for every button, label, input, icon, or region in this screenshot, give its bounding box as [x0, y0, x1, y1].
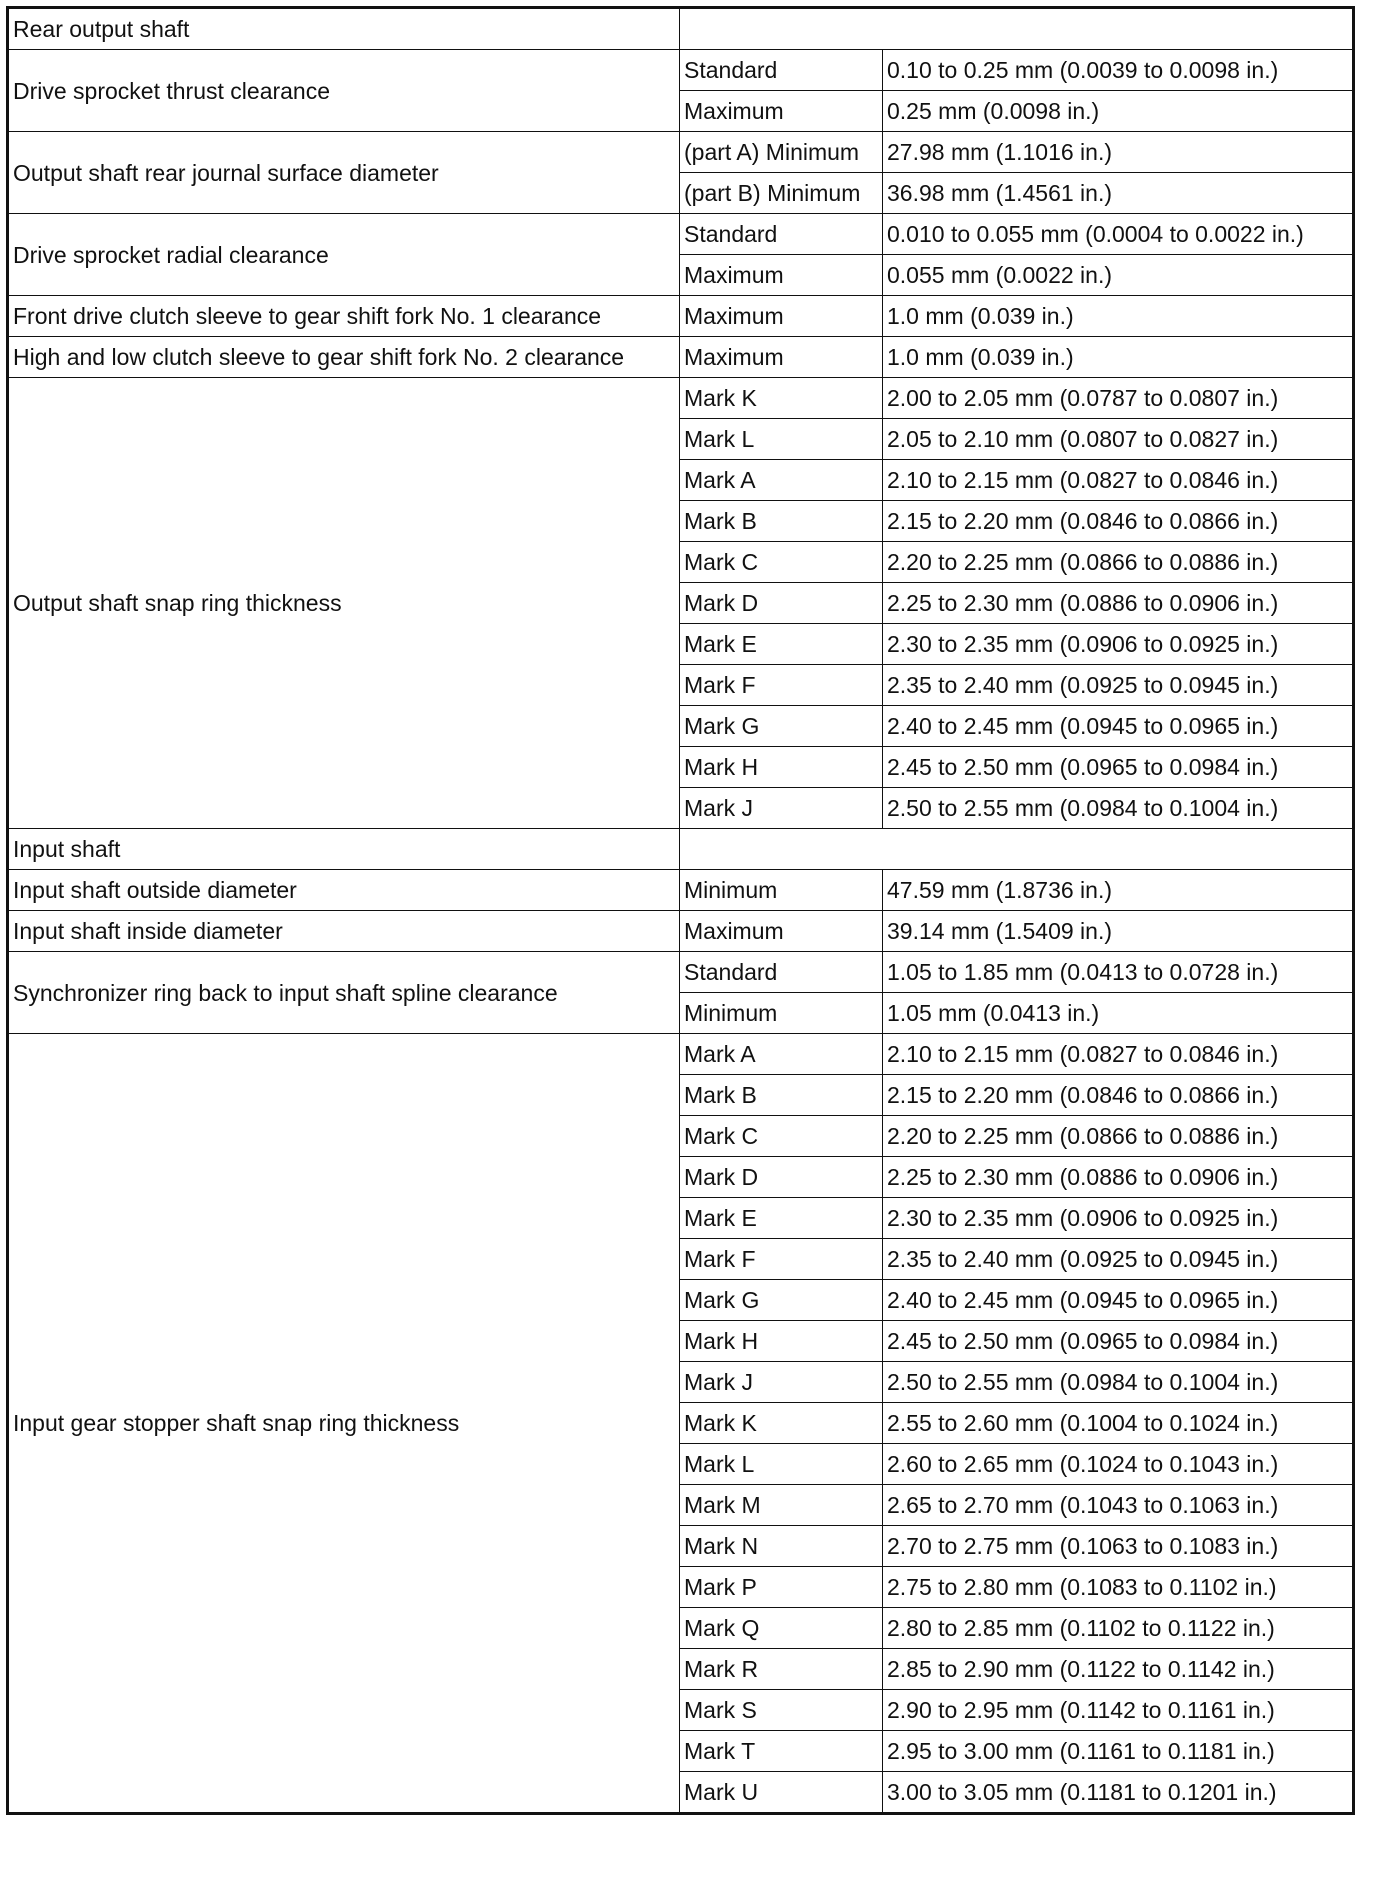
- spec-value: 2.45 to 2.50 mm (0.0965 to 0.0984 in.): [883, 747, 1354, 788]
- section-header-empty-cell: [680, 829, 1354, 870]
- spec-condition: Mark H: [680, 747, 883, 788]
- table-row: [8, 214, 1354, 255]
- spec-condition: Mark N: [680, 1526, 883, 1567]
- spec-value: 2.00 to 2.05 mm (0.0787 to 0.0807 in.): [883, 378, 1354, 419]
- spec-value: 2.90 to 2.95 mm (0.1142 to 0.1161 in.): [883, 1690, 1354, 1731]
- spec-value: 2.70 to 2.75 mm (0.1063 to 0.1083 in.): [883, 1526, 1354, 1567]
- spec-value: 2.10 to 2.15 mm (0.0827 to 0.0846 in.): [883, 460, 1354, 501]
- spec-value: 2.85 to 2.90 mm (0.1122 to 0.1142 in.): [883, 1649, 1354, 1690]
- spec-condition: Mark K: [680, 1403, 883, 1444]
- spec-condition: Mark U: [680, 1772, 883, 1814]
- section-header-row: [8, 8, 1354, 50]
- spec-value: 27.98 mm (1.1016 in.): [883, 132, 1354, 173]
- table-row: [8, 50, 1354, 91]
- spec-value: 36.98 mm (1.4561 in.): [883, 173, 1354, 214]
- spec-condition: Mark A: [680, 460, 883, 501]
- spec-condition: Standard: [680, 214, 883, 255]
- item-label: Output shaft snap ring thickness: [8, 378, 680, 829]
- spec-condition: Mark K: [680, 378, 883, 419]
- spec-condition: Mark F: [680, 665, 883, 706]
- item-label: High and low clutch sleeve to gear shift fork No. 2 clearance: [8, 337, 680, 378]
- spec-value: 2.80 to 2.85 mm (0.1102 to 0.1122 in.): [883, 1608, 1354, 1649]
- spec-value: 2.50 to 2.55 mm (0.0984 to 0.1004 in.): [883, 1362, 1354, 1403]
- spec-condition: Standard: [680, 50, 883, 91]
- item-label: Synchronizer ring back to input shaft spline clearance: [8, 952, 680, 1034]
- spec-condition: Mark B: [680, 501, 883, 542]
- spec-condition: Maximum: [680, 296, 883, 337]
- spec-value: 0.25 mm (0.0098 in.): [883, 91, 1354, 132]
- item-label: Drive sprocket radial clearance: [8, 214, 680, 296]
- spec-value: 2.75 to 2.80 mm (0.1083 to 0.1102 in.): [883, 1567, 1354, 1608]
- spec-value: 2.60 to 2.65 mm (0.1024 to 0.1043 in.): [883, 1444, 1354, 1485]
- spec-condition: Mark S: [680, 1690, 883, 1731]
- spec-value: 2.40 to 2.45 mm (0.0945 to 0.0965 in.): [883, 1280, 1354, 1321]
- spec-condition: Mark A: [680, 1034, 883, 1075]
- spec-condition: (part B) Minimum: [680, 173, 883, 214]
- section-header-empty-cell: [680, 8, 1354, 50]
- spec-condition: Maximum: [680, 91, 883, 132]
- spec-value: 2.15 to 2.20 mm (0.0846 to 0.0866 in.): [883, 501, 1354, 542]
- section-title: Input shaft: [8, 829, 680, 870]
- spec-condition: Mark E: [680, 624, 883, 665]
- section-header-row: [8, 829, 1354, 870]
- spec-value: 2.40 to 2.45 mm (0.0945 to 0.0965 in.): [883, 706, 1354, 747]
- spec-value: 0.055 mm (0.0022 in.): [883, 255, 1354, 296]
- spec-value: 2.45 to 2.50 mm (0.0965 to 0.0984 in.): [883, 1321, 1354, 1362]
- spec-value: 1.0 mm (0.039 in.): [883, 337, 1354, 378]
- spec-condition: Mark C: [680, 1116, 883, 1157]
- spec-condition: Maximum: [680, 911, 883, 952]
- item-label: Drive sprocket thrust clearance: [8, 50, 680, 132]
- spec-value: 2.05 to 2.10 mm (0.0807 to 0.0827 in.): [883, 419, 1354, 460]
- spec-value: 1.05 to 1.85 mm (0.0413 to 0.0728 in.): [883, 952, 1354, 993]
- spec-condition: (part A) Minimum: [680, 132, 883, 173]
- table-row: [8, 911, 1354, 952]
- table-row: [8, 1034, 1354, 1075]
- table-row: [8, 378, 1354, 419]
- spec-condition: Mark R: [680, 1649, 883, 1690]
- spec-condition: Mark C: [680, 542, 883, 583]
- spec-condition: Mark L: [680, 419, 883, 460]
- spec-value: 3.00 to 3.05 mm (0.1181 to 0.1201 in.): [883, 1772, 1354, 1814]
- section-title: Rear output shaft: [8, 8, 680, 50]
- spec-condition: Mark E: [680, 1198, 883, 1239]
- spec-condition: Mark J: [680, 1362, 883, 1403]
- spec-value: 2.55 to 2.60 mm (0.1004 to 0.1024 in.): [883, 1403, 1354, 1444]
- spec-condition: Mark D: [680, 583, 883, 624]
- spec-value: 47.59 mm (1.8736 in.): [883, 870, 1354, 911]
- spec-condition: Standard: [680, 952, 883, 993]
- spec-value: 2.25 to 2.30 mm (0.0886 to 0.0906 in.): [883, 583, 1354, 624]
- item-label: Output shaft rear journal surface diameter: [8, 132, 680, 214]
- spec-value: 2.25 to 2.30 mm (0.0886 to 0.0906 in.): [883, 1157, 1354, 1198]
- spec-table: [6, 6, 1355, 1815]
- spec-condition: Mark G: [680, 706, 883, 747]
- spec-condition: Mark J: [680, 788, 883, 829]
- item-label: Input gear stopper shaft snap ring thickness: [8, 1034, 680, 1814]
- table-row: [8, 132, 1354, 173]
- spec-condition: Minimum: [680, 993, 883, 1034]
- spec-table-body: [8, 8, 1354, 1814]
- spec-value: 0.010 to 0.055 mm (0.0004 to 0.0022 in.): [883, 214, 1354, 255]
- spec-value: 1.0 mm (0.039 in.): [883, 296, 1354, 337]
- spec-condition: Mark B: [680, 1075, 883, 1116]
- spec-value: 39.14 mm (1.5409 in.): [883, 911, 1354, 952]
- table-row: [8, 870, 1354, 911]
- spec-value: 0.10 to 0.25 mm (0.0039 to 0.0098 in.): [883, 50, 1354, 91]
- item-label: Front drive clutch sleeve to gear shift fork No. 1 clearance: [8, 296, 680, 337]
- spec-value: 2.50 to 2.55 mm (0.0984 to 0.1004 in.): [883, 788, 1354, 829]
- spec-condition: Mark F: [680, 1239, 883, 1280]
- spec-value: 2.15 to 2.20 mm (0.0846 to 0.0866 in.): [883, 1075, 1354, 1116]
- item-label: Input shaft outside diameter: [8, 870, 680, 911]
- spec-value: 2.35 to 2.40 mm (0.0925 to 0.0945 in.): [883, 1239, 1354, 1280]
- table-row: [8, 952, 1354, 993]
- spec-condition: Mark D: [680, 1157, 883, 1198]
- spec-value: 2.30 to 2.35 mm (0.0906 to 0.0925 in.): [883, 1198, 1354, 1239]
- spec-value: 1.05 mm (0.0413 in.): [883, 993, 1354, 1034]
- table-row: [8, 296, 1354, 337]
- spec-condition: Mark P: [680, 1567, 883, 1608]
- spec-condition: Maximum: [680, 337, 883, 378]
- spec-condition: Maximum: [680, 255, 883, 296]
- spec-value: 2.35 to 2.40 mm (0.0925 to 0.0945 in.): [883, 665, 1354, 706]
- spec-condition: Mark L: [680, 1444, 883, 1485]
- item-label: Input shaft inside diameter: [8, 911, 680, 952]
- spec-condition: Mark Q: [680, 1608, 883, 1649]
- spec-value: 2.65 to 2.70 mm (0.1043 to 0.1063 in.): [883, 1485, 1354, 1526]
- table-row: [8, 337, 1354, 378]
- spec-condition: Mark G: [680, 1280, 883, 1321]
- spec-condition: Minimum: [680, 870, 883, 911]
- spec-value: 2.95 to 3.00 mm (0.1161 to 0.1181 in.): [883, 1731, 1354, 1772]
- spec-value: 2.10 to 2.15 mm (0.0827 to 0.0846 in.): [883, 1034, 1354, 1075]
- spec-condition: Mark T: [680, 1731, 883, 1772]
- spec-value: 2.20 to 2.25 mm (0.0866 to 0.0886 in.): [883, 542, 1354, 583]
- spec-condition: Mark M: [680, 1485, 883, 1526]
- spec-value: 2.20 to 2.25 mm (0.0866 to 0.0886 in.): [883, 1116, 1354, 1157]
- spec-value: 2.30 to 2.35 mm (0.0906 to 0.0925 in.): [883, 624, 1354, 665]
- spec-condition: Mark H: [680, 1321, 883, 1362]
